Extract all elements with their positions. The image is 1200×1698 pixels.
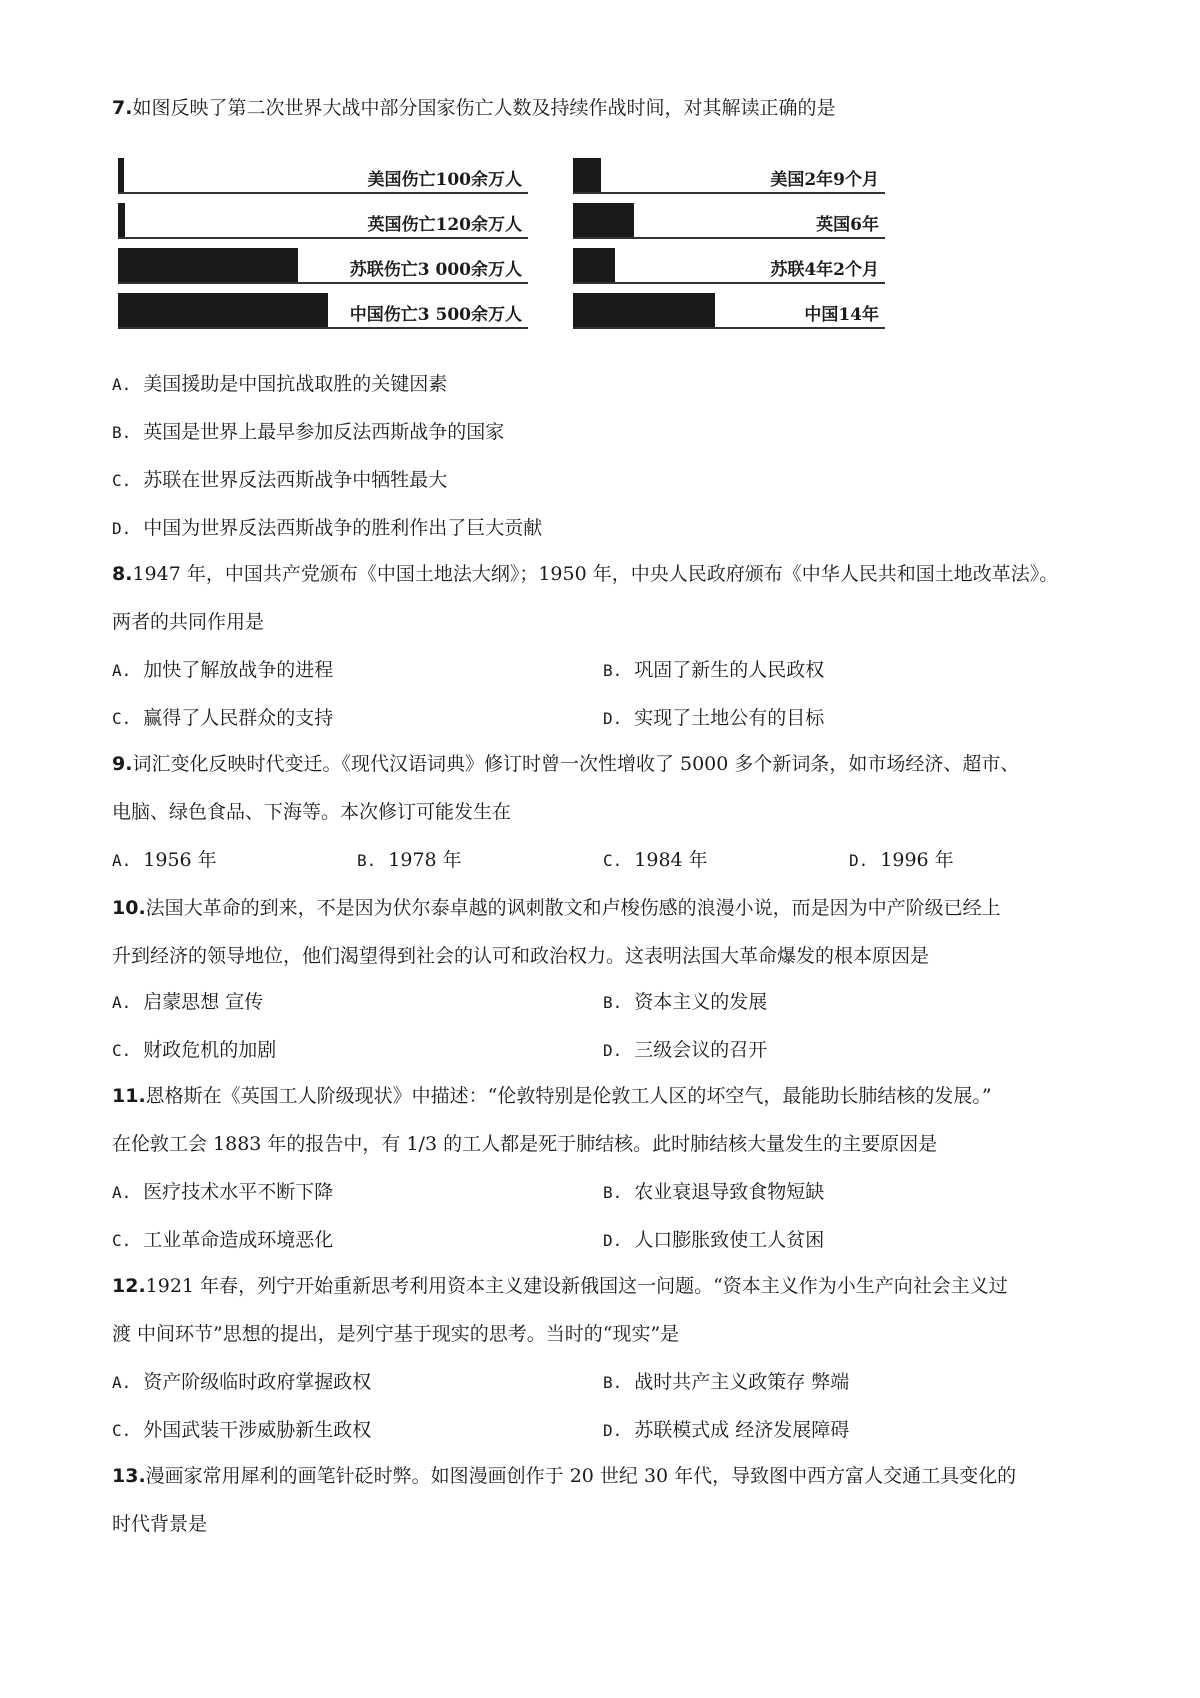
q12-option-b[interactable]: [603, 1370, 849, 1395]
q8-option-c[interactable]: [112, 706, 333, 731]
option-key: D.: [849, 851, 869, 870]
q7-option-d[interactable]: [112, 516, 542, 541]
question-12-stem: [112, 1274, 1008, 1298]
option-key: A.: [112, 1373, 132, 1392]
q7-option-a[interactable]: [112, 372, 447, 397]
q11-option-d[interactable]: [603, 1228, 824, 1253]
q8-option-b[interactable]: [603, 658, 824, 683]
question-11-stem-cont: 在伦敦工会 1883 年的报告中，有 1/3 的工人都是死于肺结核。此时肺结核大量发生的主要原因是: [112, 1133, 938, 1155]
option-text: 中国为世界反法西斯战争的胜利作出了巨大贡献: [143, 517, 543, 539]
q9-option-c[interactable]: [603, 848, 708, 873]
option-key: D.: [603, 1041, 623, 1060]
question-number: 12.: [112, 1275, 146, 1297]
question-text: 恩格斯在《英国工人阶级现状》中描述：“伦敦特别是伦敦工人区的坏空气，最能助长肺结核的发展。”: [145, 1085, 992, 1107]
option-text: 工业革命造成环境恶化: [143, 1229, 334, 1251]
option-text: 1978 年: [388, 849, 462, 871]
bar-baseline: [573, 282, 885, 284]
option-key: A.: [112, 375, 132, 394]
option-text: 农业衰退导致食物短缺: [634, 1181, 825, 1203]
option-key: B.: [603, 1373, 623, 1392]
question-number: 11.: [112, 1085, 146, 1107]
option-text: 1996 年: [880, 849, 954, 871]
q10-option-b[interactable]: [603, 990, 767, 1015]
bar-row: [118, 248, 528, 284]
bar: [573, 248, 615, 284]
option-text: 启蒙思想 宣传: [143, 991, 264, 1013]
option-key: C.: [112, 1041, 132, 1060]
bar-label: 英国伤亡120余万人: [367, 215, 522, 235]
bar-baseline: [118, 282, 528, 284]
bar-baseline: [118, 192, 528, 194]
option-key: A.: [112, 851, 132, 870]
q9-option-b[interactable]: [357, 848, 462, 873]
bar: [573, 203, 634, 239]
option-key: B.: [603, 993, 623, 1012]
option-key: A.: [112, 661, 132, 680]
option-text: 资本主义的发展: [634, 991, 768, 1013]
bar: [118, 248, 298, 284]
option-key: D.: [603, 1421, 623, 1440]
bar-label: 美国2年9个月: [770, 170, 879, 190]
question-7-stem: [112, 96, 835, 120]
question-8-stem-cont: 两者的共同作用是: [112, 611, 265, 633]
q10-option-c[interactable]: [112, 1038, 276, 1063]
option-key: D.: [603, 709, 623, 728]
option-key: B.: [112, 423, 132, 442]
option-key: A.: [112, 993, 132, 1012]
bar-row: [118, 203, 528, 239]
bar: [118, 293, 328, 329]
option-key: D.: [603, 1231, 623, 1250]
bar: [118, 158, 124, 194]
bar-row: [573, 248, 885, 284]
option-text: 1956 年: [143, 849, 217, 871]
bar-baseline: [573, 327, 885, 329]
option-text: 英国是世界上最早参加反法西斯战争的国家: [143, 421, 505, 443]
q9-option-a[interactable]: [112, 848, 217, 873]
bar-label: 英国6年: [816, 215, 879, 235]
question-text: 漫画家常用犀利的画笔针砭时弊。如图漫画创作于 20 世纪 30 年代，导致图中西方富人交通工具变化的: [145, 1465, 1017, 1487]
question-text: 法国大革命的到来，不是因为伏尔泰卓越的讽刺散文和卢梭伤感的浪漫小说，而是因为中产阶级已经上: [145, 897, 1001, 919]
question-text: 词汇变化反映时代变迁。《现代汉语词典》修订时曾一次性增收了 5000 多个新词条，如市场经济、超市、: [132, 753, 1020, 775]
option-text: 资产阶级临时政府掌握政权: [143, 1371, 372, 1393]
bar-label: 中国14年: [804, 305, 879, 325]
casualties-chart: [118, 158, 528, 338]
option-text: 外国武装干涉威胁新生政权: [143, 1419, 372, 1441]
bar-baseline: [118, 237, 528, 239]
bar-baseline: [573, 192, 885, 194]
question-number: 9.: [112, 753, 133, 775]
option-text: 实现了土地公有的目标: [634, 707, 825, 729]
option-text: 医疗技术水平不断下降: [143, 1181, 334, 1203]
bar: [573, 158, 601, 194]
option-text: 人口膨胀致使工人贫困: [634, 1229, 825, 1251]
question-10-stem-cont: 升到经济的领导地位，他们渴望得到社会的认可和政治权力。这表明法国大革命爆发的根本原因是: [112, 945, 930, 967]
q11-option-a[interactable]: [112, 1180, 333, 1205]
bar-label: 美国伤亡100余万人: [367, 170, 522, 190]
option-text: 加快了解放战争的进程: [143, 659, 334, 681]
question-13-stem: [112, 1464, 1016, 1488]
question-number: 10.: [112, 897, 146, 919]
bar-label: 苏联伤亡3 000余万人: [349, 260, 522, 280]
question-text: 1921 年春，列宁开始重新思考利用资本主义建设新俄国这一问题。“资本主义作为小生产向社会主义过: [145, 1275, 1008, 1297]
option-key: C.: [112, 1421, 132, 1440]
question-9-stem: [112, 752, 1019, 776]
bar-row: [118, 293, 528, 329]
bar-row: [573, 158, 885, 194]
q7-option-c[interactable]: [112, 468, 447, 493]
bar-row: [573, 203, 885, 239]
option-key: C.: [603, 851, 623, 870]
bar-baseline: [573, 237, 885, 239]
question-9-stem-cont: 电脑、绿色食品、下海等。本次修订可能发生在: [112, 801, 512, 823]
q7-option-b[interactable]: [112, 420, 504, 445]
q11-option-b[interactable]: [603, 1180, 824, 1205]
question-number: 13.: [112, 1465, 146, 1487]
question-number: 7.: [112, 97, 133, 119]
question-text: 如图反映了第二次世界大战中部分国家伤亡人数及持续作战时间，对其解读正确的是: [132, 97, 836, 119]
question-text: 1947 年，中国共产党颁布《中国土地法大纲》；1950 年，中央人民政府颁布《中华人民共和国土地改革法》。: [132, 563, 1059, 585]
option-key: B.: [357, 851, 377, 870]
question-13-stem-cont: 时代背景是: [112, 1513, 208, 1535]
duration-chart: [573, 158, 885, 338]
q10-option-d[interactable]: [603, 1038, 767, 1063]
option-text: 苏联在世界反法西斯战争中牺牲最大: [143, 469, 448, 491]
option-text: 美国援助是中国抗战取胜的关键因素: [143, 373, 448, 395]
q11-option-c[interactable]: [112, 1228, 333, 1253]
question-10-stem: [112, 896, 1001, 920]
q12-option-c[interactable]: [112, 1418, 371, 1443]
bar: [118, 203, 125, 239]
q12-option-a[interactable]: [112, 1370, 371, 1395]
option-text: 财政危机的加剧: [143, 1039, 277, 1061]
option-text: 三级会议的召开: [634, 1039, 768, 1061]
option-key: C.: [112, 471, 132, 490]
bar-row: [573, 293, 885, 329]
option-key: B.: [603, 1183, 623, 1202]
option-text: 巩固了新生的人民政权: [634, 659, 825, 681]
bar-label: 苏联4年2个月: [770, 260, 879, 280]
option-key: A.: [112, 1183, 132, 1202]
bar: [573, 293, 715, 329]
question-11-stem: [112, 1084, 992, 1108]
q8-option-d[interactable]: [603, 706, 824, 731]
option-text: 赢得了人民群众的支持: [143, 707, 334, 729]
option-key: D.: [112, 519, 132, 538]
option-key: C.: [112, 709, 132, 728]
option-key: C.: [112, 1231, 132, 1250]
bar-label: 中国伤亡3 500余万人: [349, 305, 522, 325]
option-key: B.: [603, 661, 623, 680]
option-text: 苏联模式成 经济发展障碍: [634, 1419, 850, 1441]
bar-row: [118, 158, 528, 194]
q9-option-d[interactable]: [849, 848, 954, 873]
option-text: 1984 年: [634, 849, 708, 871]
option-text: 战时共产主义政策存 弊端: [634, 1371, 850, 1393]
question-number: 8.: [112, 563, 133, 585]
q8-option-a[interactable]: [112, 658, 333, 683]
question-12-stem-cont: 渡 中间环节”思想的提出，是列宁基于现实的思考。当时的“现实”是: [112, 1323, 680, 1345]
bar-baseline: [118, 327, 528, 329]
question-8-stem: [112, 562, 1058, 586]
q10-option-a[interactable]: [112, 990, 263, 1015]
q12-option-d[interactable]: [603, 1418, 849, 1443]
